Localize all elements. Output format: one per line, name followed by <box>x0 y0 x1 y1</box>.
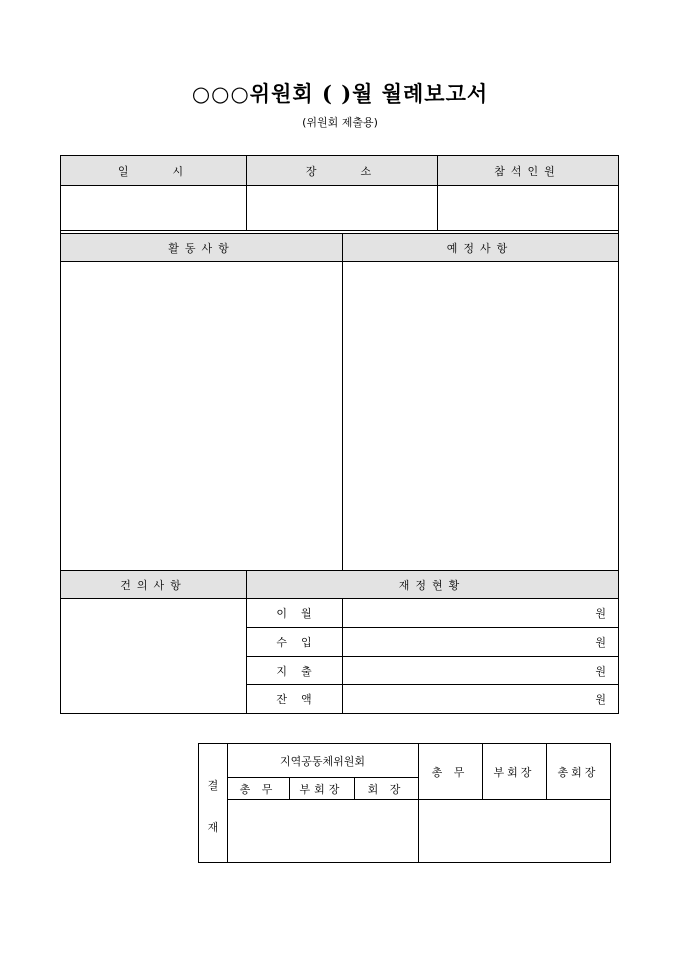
date-label: 일 시 <box>117 164 190 178</box>
approval-box <box>198 743 611 863</box>
approval-role-label: 총 무 <box>431 765 469 779</box>
page-title: ○○○위원회 ( )월 월례보고서 <box>191 81 489 106</box>
finance-row-amount[interactable] <box>342 599 618 627</box>
attendees-field[interactable] <box>437 186 618 230</box>
approval-role-label: 부회장 <box>493 765 535 779</box>
currency-unit: 원 <box>595 693 606 706</box>
currency-unit: 원 <box>595 664 606 678</box>
finance-row-label: 이 월 <box>276 607 312 620</box>
finance-row-amount[interactable] <box>342 685 618 713</box>
place-field[interactable] <box>246 186 437 230</box>
activities-done-field[interactable] <box>61 262 342 570</box>
approval-role-label: 부회장 <box>299 782 344 796</box>
attendees-label: 참석인원 <box>494 164 561 178</box>
finance-label: 재정현황 <box>398 578 466 592</box>
approval-side-label: 재 <box>207 821 219 834</box>
suggestions-label: 건의사항 <box>120 578 187 592</box>
date-field[interactable] <box>61 186 246 230</box>
finance-row-amount[interactable] <box>342 657 618 684</box>
activities-done-label: 활동사항 <box>168 241 235 255</box>
place-label: 장 소 <box>305 164 378 178</box>
approval-role-label: 총회장 <box>557 765 599 779</box>
suggestions-field[interactable] <box>61 599 246 713</box>
approval-role-label: 총 무 <box>239 782 277 796</box>
finance-row-amount[interactable] <box>342 628 618 656</box>
finance-row-label: 지 출 <box>276 664 312 678</box>
approval-role-label: 회 장 <box>367 782 405 796</box>
approval-group-label: 지역공동체위원회 <box>279 754 365 768</box>
page-subtitle: (위원회 제출용) <box>302 116 378 129</box>
report-form <box>60 155 619 714</box>
signature-field[interactable] <box>228 800 418 862</box>
finance-row-label: 잔 액 <box>276 693 312 706</box>
activities-planned-field[interactable] <box>342 262 618 570</box>
approval-side-label: 결 <box>207 779 219 792</box>
finance-row-label: 수 입 <box>276 636 312 649</box>
currency-unit: 원 <box>595 636 606 649</box>
signature-field[interactable] <box>419 800 610 862</box>
activities-planned-label: 예정사항 <box>446 241 514 255</box>
currency-unit: 원 <box>595 607 606 620</box>
